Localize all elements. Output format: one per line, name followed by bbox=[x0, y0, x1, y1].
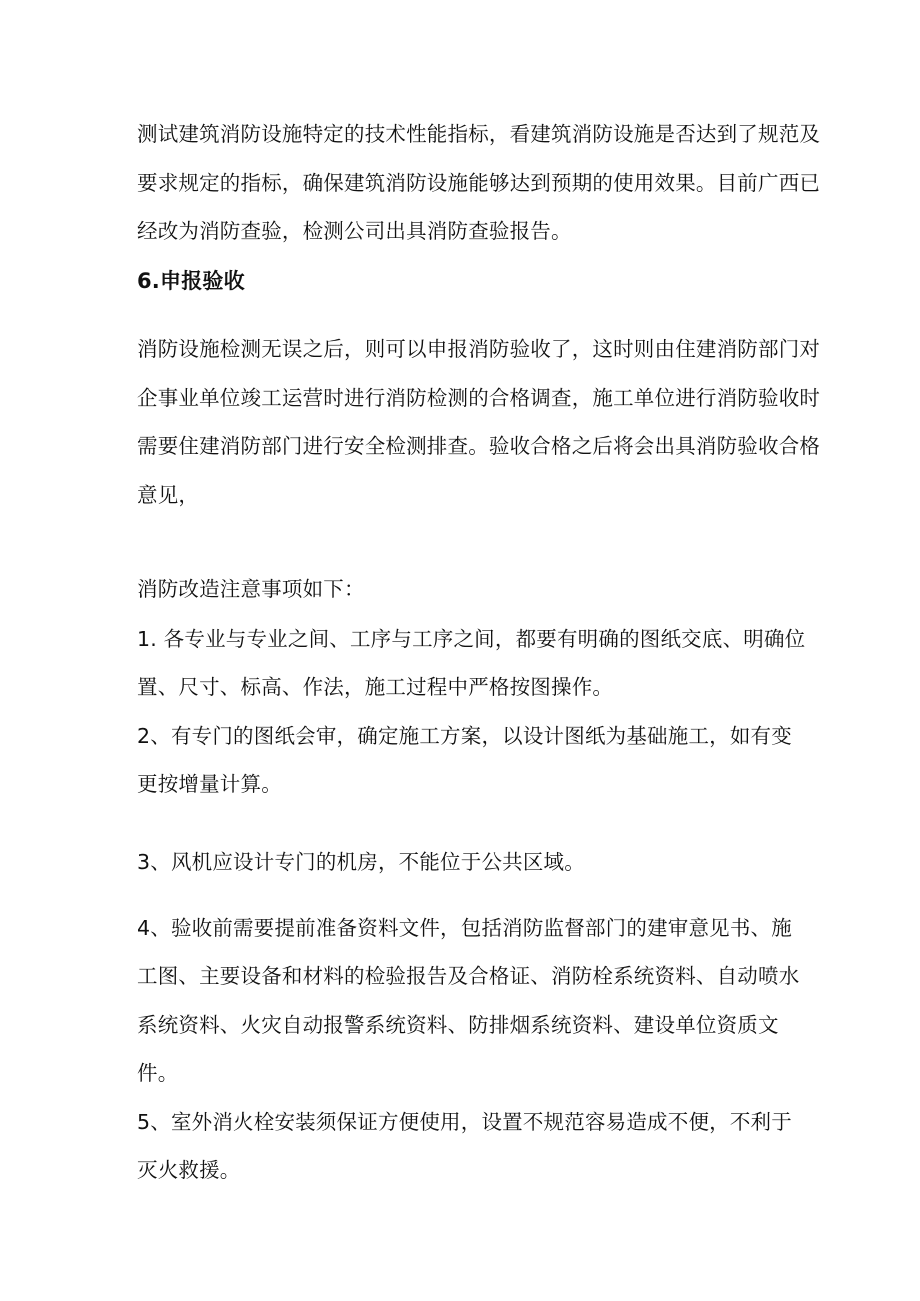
note-item-line: 4、验收前需要提前准备资料文件，包括消防监督部门的建审意见书、施 bbox=[137, 916, 792, 940]
note-item-line: 3、风机应设计专门的机房，不能位于公共区域。 bbox=[137, 850, 585, 874]
note-item-line: 置、尺寸、标高、作法，施工过程中严格按图操作。 bbox=[137, 675, 614, 699]
section-paragraph-line: 意见， bbox=[137, 483, 200, 507]
note-item-line: 系统资料、火灾自动报警系统资料、防排烟系统资料、建设单位资质文 bbox=[137, 1013, 779, 1037]
note-item-line: 1. 各专业与专业之间、工序与工序之间，都要有明确的图纸交底、明确位 bbox=[137, 627, 806, 651]
note-item-line: 件。 bbox=[137, 1061, 179, 1085]
note-item-line: 更按增量计算。 bbox=[137, 772, 282, 796]
section-paragraph-line: 消防设施检测无误之后，则可以申报消防验收了，这时则由住建消防部门对 bbox=[137, 337, 821, 361]
intro-paragraph-line: 要求规定的指标，确保建筑消防设施能够达到预期的使用效果。目前广西已 bbox=[137, 171, 821, 195]
section-paragraph-line: 企事业单位竣工运营时进行消防检测的合格调查，施工单位进行消防验收时 bbox=[137, 386, 821, 410]
notes-title: 消防改造注意事项如下： bbox=[137, 577, 365, 601]
intro-paragraph-line: 经改为消防查验，检测公司出具消防查验报告。 bbox=[137, 219, 572, 243]
note-item-line: 5、室外消火栓安装须保证方便使用，设置不规范容易造成不便，不利于 bbox=[137, 1110, 792, 1134]
section-paragraph-line: 需要住建消防部门进行安全检测排查。验收合格之后将会出具消防验收合格 bbox=[137, 434, 821, 458]
section-heading: 6.申报验收 bbox=[137, 269, 245, 293]
note-item-line: 灭火救援。 bbox=[137, 1158, 241, 1182]
note-item-line: 2、有专门的图纸会审，确定施工方案，以设计图纸为基础施工，如有变 bbox=[137, 724, 792, 748]
note-item-line: 工图、主要设备和材料的检验报告及合格证、消防栓系统资料、自动喷水 bbox=[137, 964, 800, 988]
intro-paragraph-line: 测试建筑消防设施特定的技术性能指标，看建筑消防设施是否达到了规范及 bbox=[137, 122, 821, 146]
